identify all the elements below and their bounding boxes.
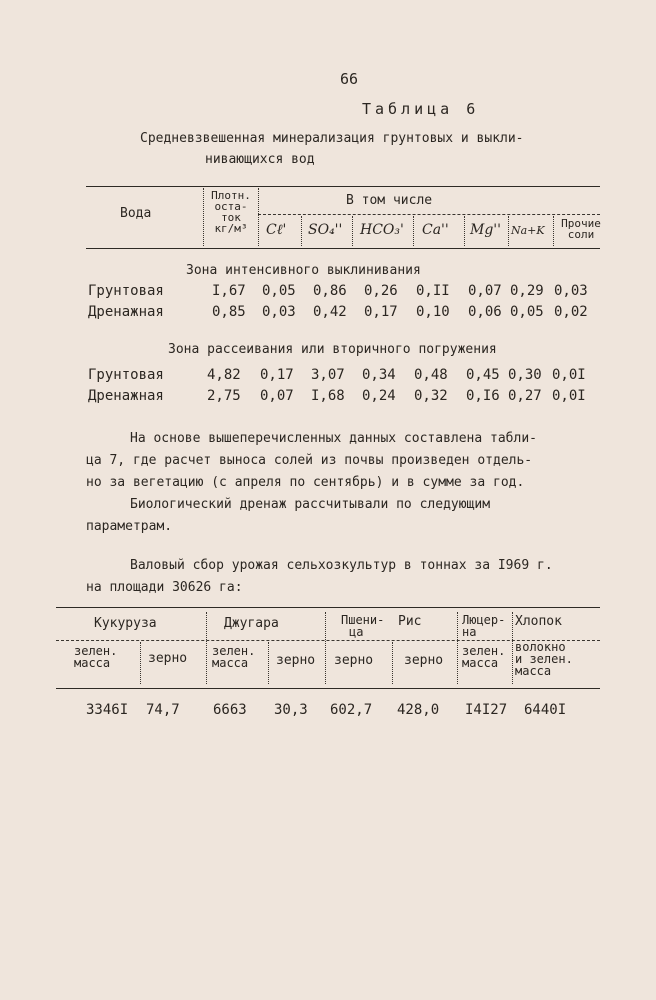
ion-ca: Ca'' [422, 222, 449, 238]
ion-cl: Cℓ' [266, 222, 287, 238]
page-number: 66 [340, 70, 359, 88]
ion-so4: SO₄'' [308, 222, 343, 238]
crop-alfalfa: Люцер- на [462, 613, 506, 639]
paragraph-2: Валовый сбор урожая сельхозкультур в тоннах за I969 г. на площади 30626 га: [86, 558, 553, 595]
ion-mg: Mg'' [470, 222, 501, 238]
document-page: 66 Таблица 6 Средневзвешенная минерализация грунтовых и выкли- нивающихся вод Вода Плотн. оста- ток кг/м³ В том числе Cℓ' SO₄'' HCO₃' Ca'' Mg'' Na+K Прочие соли Зона интенсивного выклинивания Грунтовая I,67 0,05 0,86 0,26 0,II 0,07 0,29 0,03 Дренажная 0,85 0,03 0,42 0,17 0,10 0,06 0,05 0,02 Зона рассеивания или вторичного погружения Грунтовая 4,82 0,17 3,07 0,34 0,48 0,45 0,30 0,0I Дренажная 2,75 0,07 I,68 0,24 0,32 0,I6 0,27 0,0I На основе вышеперечисленных данных составлена табли- ца 7, где расчет выноса солей из почвы произведен отдель- но за вегетацию (с апреля по сентябрь) и в сумме за год. Биологический дренаж рассчитывали по следующим параметрам. Валовый сбор урожая сельхозкультур в тоннах за I969 г. на площади 30626 га: Кукуруза Джугара Пшени- ца Рис Люцер- на Хлопок зелен. масса зерно зелен. масса зерно зерно зерно зелен. масса волокно и зелен. масса 3346I 74,7 6663 30,3 602,7 428,0 I4I27 6440I [0, 0, 656, 1000]
col-water-header: Вода [120, 206, 152, 221]
crop-cotton: Хлопок [515, 614, 562, 629]
crop-corn: Кукуруза [94, 616, 157, 631]
section-intensive: Зона интенсивного выклинивания [186, 263, 421, 278]
col-other-salts-header: Прочие соли [561, 217, 601, 241]
crop-sorghum: Джугара [224, 616, 279, 631]
table-title: Таблица 6 [362, 100, 480, 118]
table-subtitle: Средневзвешенная минерализация грунтовых и выкли- нивающихся вод [140, 131, 524, 167]
ion-hco3: HCO₃' [360, 222, 404, 238]
crop-rice: Рис [398, 614, 422, 629]
section-scatter: Зона рассеивания или вторичного погружения [168, 342, 497, 357]
paragraph-1: На основе вышеперечисленных данных составлена табли- ца 7, где расчет выноса солей из почвы произведен отдель- но за вегетацию (с апреля по сентябрь) и в сумме за год. Биологический дренаж рассчитывали по следующим параметрам. [86, 431, 537, 534]
ion-na-k: Na+K [511, 224, 545, 237]
col-density-header: Плотн. оста- ток кг/м³ [211, 189, 251, 235]
crop-wheat: Пшени- ца [341, 613, 385, 639]
col-including-header: В том числе [346, 193, 433, 208]
